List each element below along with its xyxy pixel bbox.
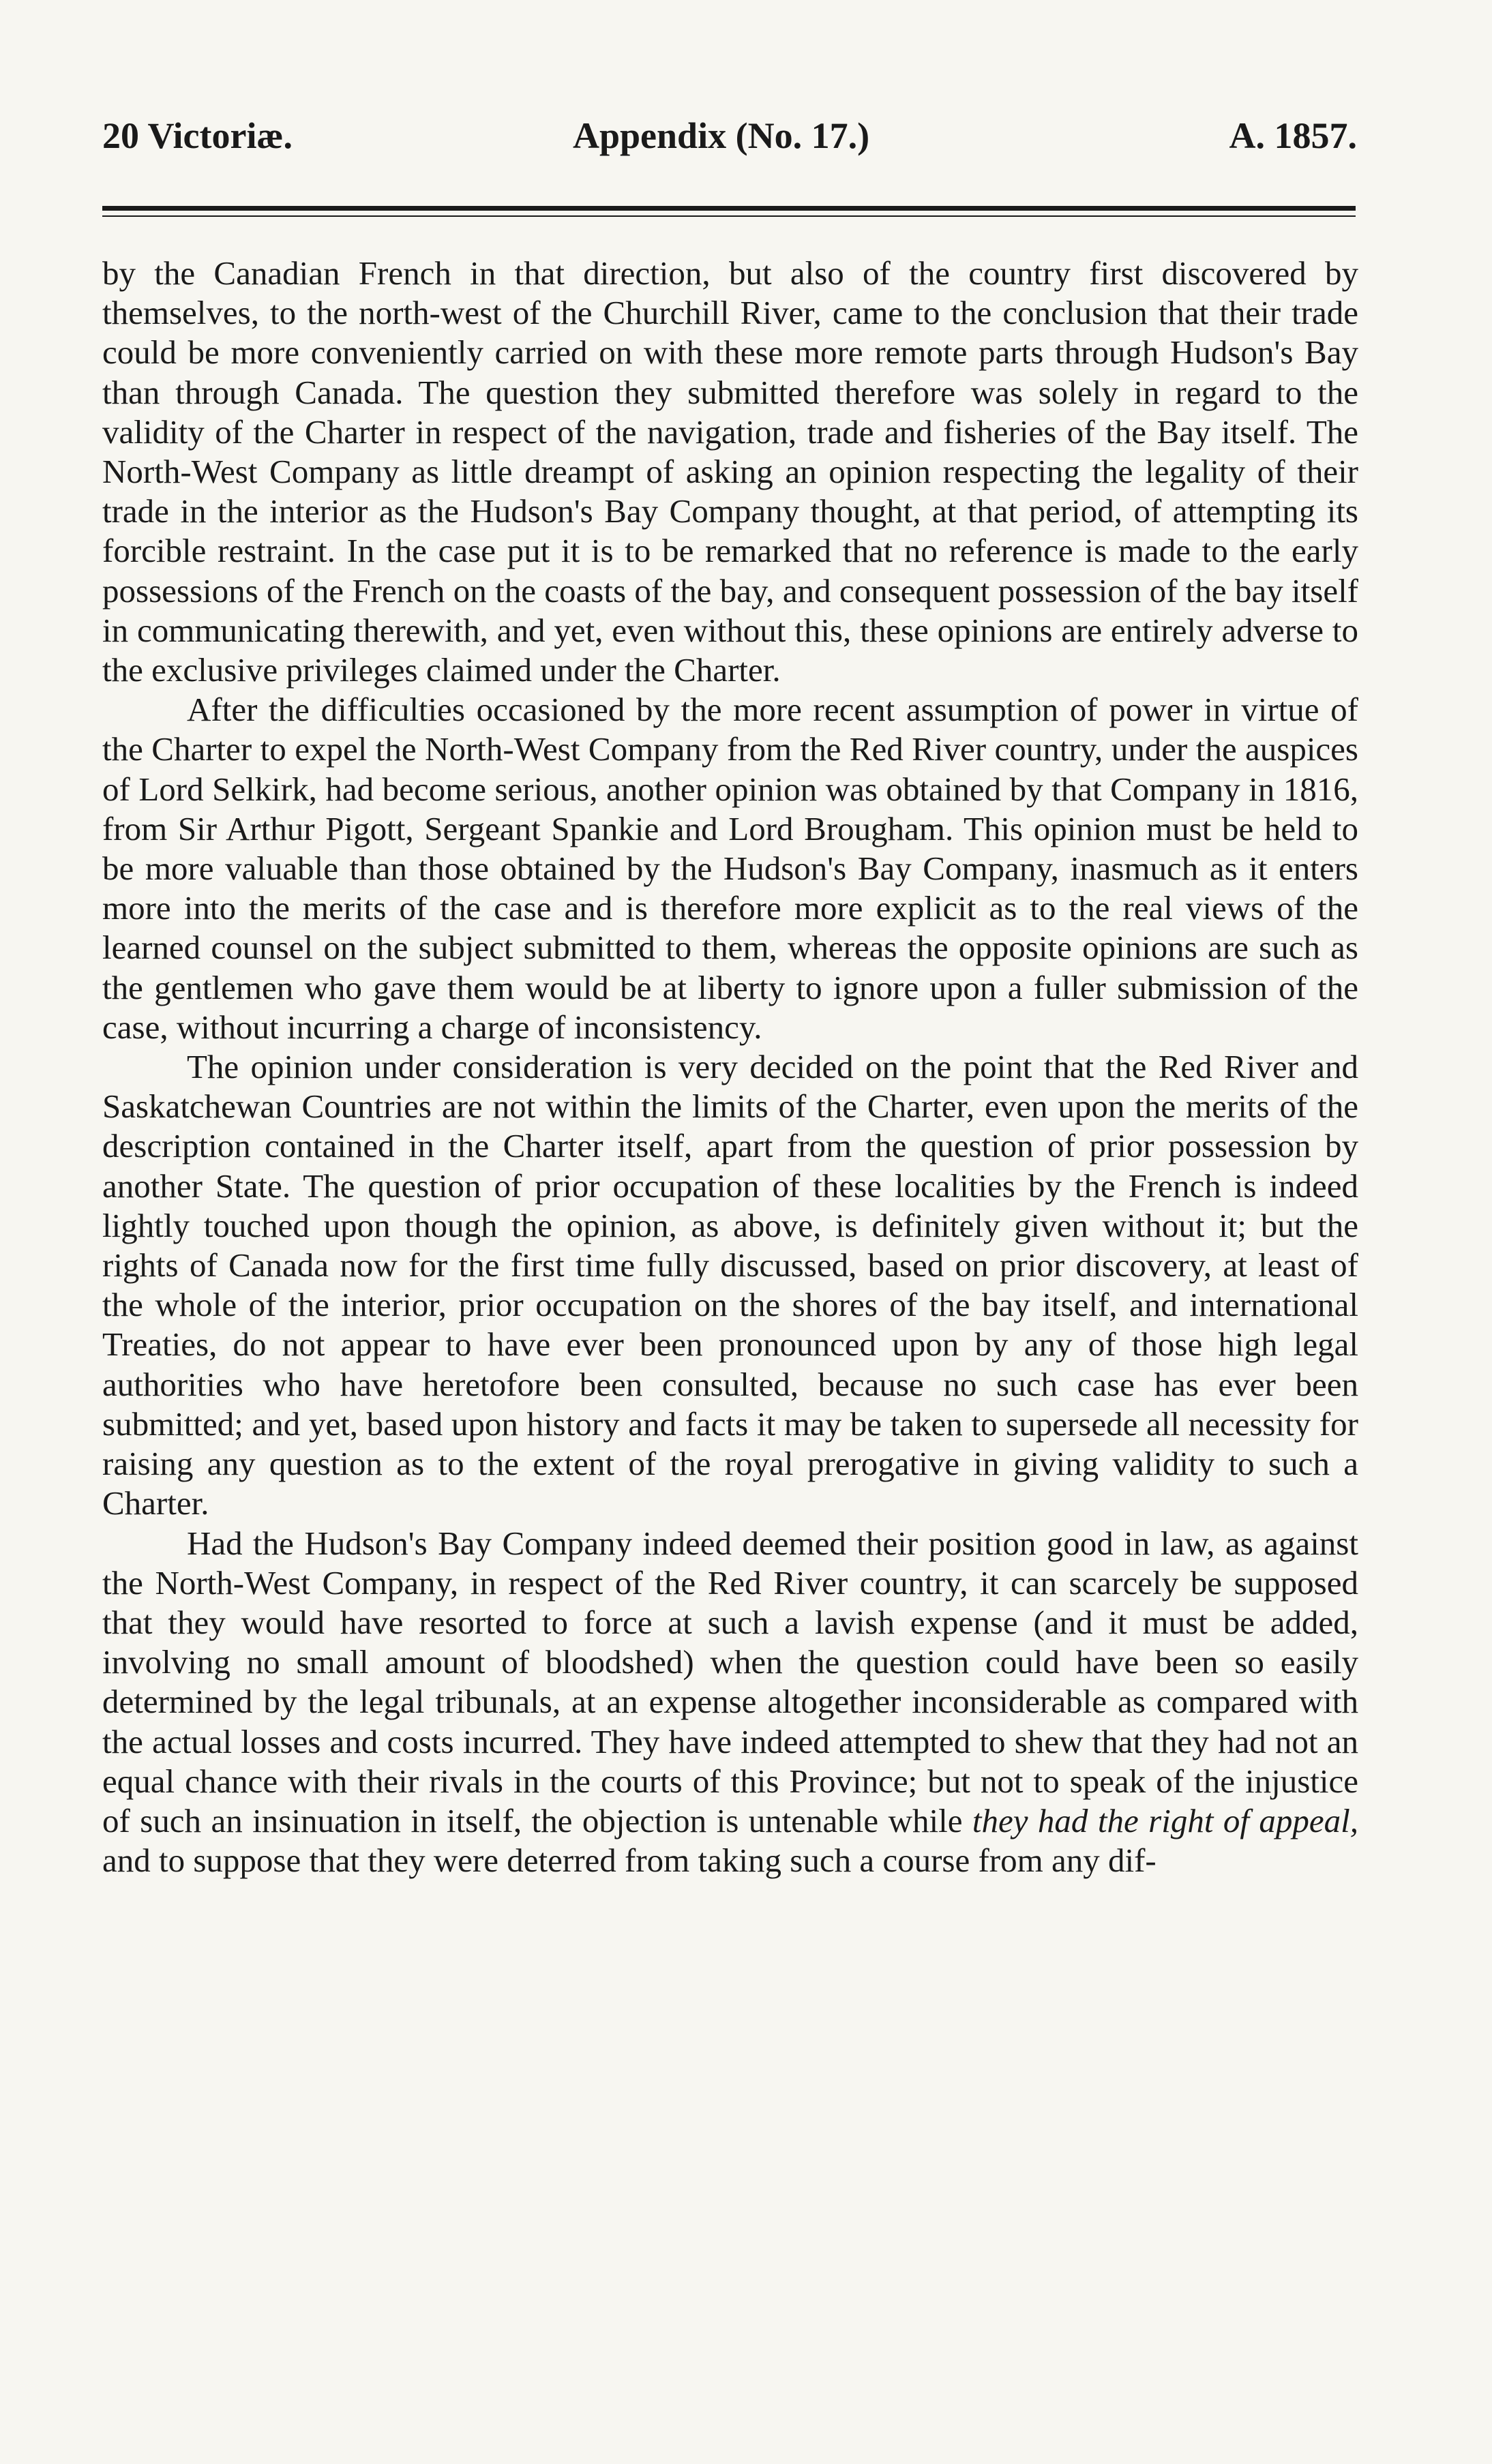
header-rule-thin — [102, 215, 1356, 217]
paragraph-1: by the Canadian French in that direction, but also of the country first discovered by themselves, to the north-west of the Churchill River, came to the conclusion that their trade could be more conveniently carried on with these more remote parts through Hudson's Bay than through Canada. The question they submitted therefore was solely in regard to the validity of the Charter in respect of the navigation, trade and fisheries of the Bay itself. The North-West Company as little dreampt of asking an opinion respecting the legality of their trade in the interior as the Hudson's Bay Company thought, at that period, of attempting its forcible restraint. In the case put it is to be remarked that no reference is made to the early possessions of the French on the coasts of the bay, and consequent possession of the bay itself in communicating therewith, and yet, even without this, these opinions are entirely adverse to the exclusive privileges claimed under the Charter. — [102, 254, 1358, 689]
header-session: 20 Victoriæ. — [102, 115, 293, 156]
header-year: A. 1857. — [1229, 115, 1357, 156]
paragraph-4-text-before: Had the Hudson's Bay Company indeed deemed their position good in law, as against the North-West Company, in respect of the Red River country, it can scarcely be supposed that they would have resorted to force at such a lavish expense (and it must be added, involving no small amount of bloodshed) when the question could have been so easily determined by the legal tribunals, at an expense altogether inconsiderable as compared with the actual losses and costs incurred. They have indeed attempted to shew that they had not an equal chance with their rivals in the courts of this Province; but not to speak of the injustice of such an insinuation in itself, the objection is untenable while — [102, 1524, 1358, 1839]
running-header — [102, 115, 1357, 176]
header-rule-thick — [102, 206, 1356, 211]
paragraph-4-text-after: and to suppose that they were deterred from taking such a course from any dif- — [102, 1842, 1157, 1880]
body-text — [102, 254, 1358, 1880]
paragraph-4 — [102, 1524, 1358, 1881]
paragraph-4-italic: they had the right of appeal, — [972, 1801, 1359, 1839]
paragraph-2: After the difficulties occasioned by the more recent assumption of power in virtue of the Charter to expel the North-West Company from the Red River country, under the auspices of Lord Selkirk, had become serious, another opinion was obtained by that Company in 1816, from Sir Arthur Pigott, Sergeant Spankie and Lord Brougham. This opinion must be held to be more valuable than those obtained by the Hudson's Bay Company, inasmuch as it enters more into the merits of the case and is therefore more explicit as to the real views of the learned counsel on the subject submitted to them, whereas the opposite opinions are such as the gentlemen who gave them would be at liberty to ignore upon a fuller submission of the case, without incurring a charge of inconsistency. — [102, 691, 1358, 1046]
paragraph-3: The opinion under consideration is very decided on the point that the Red River and Saskatchewan Countries are not within the limits of the Charter, even upon the merits of the description contained in the Charter itself, apart from the question of prior possession by another State. The question of prior occupation of these localities by the French is indeed lightly touched upon though the opinion, as above, is definitely given without it; but the rights of Canada now for the first time fully discussed, based on prior discovery, at least of the whole of the interior, prior occupation on the shores of the bay itself, and international Treaties, do not appear to have ever been pronounced upon by any of those high legal authorities who have heretofore been consulted, because no such case has ever been submitted; and yet, based upon history and facts it may be taken to supersede all necessity for raising any question as to the extent of the royal prerogative in giving validity to such a Charter. — [102, 1048, 1358, 1522]
header-appendix: Appendix (No. 17.) — [573, 115, 870, 156]
